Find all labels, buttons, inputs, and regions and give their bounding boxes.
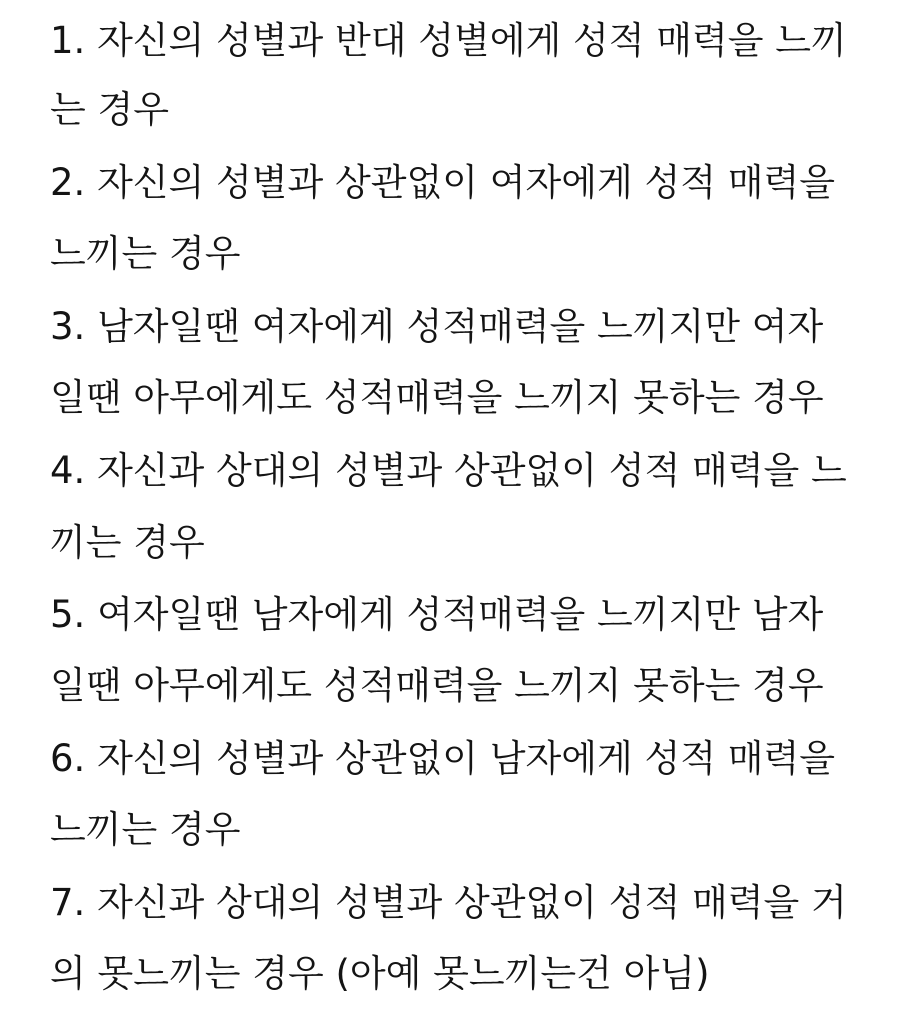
text-line: 3. 남자일땐 여자에게 성적매력을 느끼지만 여자 — [50, 305, 824, 348]
text-line: 일땐 아무에게도 성적매력을 느끼지 못하는 경우 — [50, 664, 824, 707]
text-line: 느끼는 경우 — [50, 808, 241, 851]
text-line: 2. 자신의 성별과 상관없이 여자에게 성적 매력을 — [50, 161, 835, 204]
text-line: 5. 여자일땐 남자에게 성적매력을 느끼지만 남자 — [50, 593, 824, 636]
text-line: 느끼는 경우 — [50, 232, 241, 275]
text-line: 1. 자신의 성별과 반대 성별에게 성적 매력을 느끼 — [50, 19, 847, 62]
text-line: 의 못느끼는 경우 (아예 못느끼는건 아님) — [50, 952, 710, 995]
text-line: 4. 자신과 상대의 성별과 상관없이 성적 매력을 느 — [50, 449, 847, 492]
text-line: 7. 자신과 상대의 성별과 상관없이 성적 매력을 거 — [50, 881, 847, 924]
text-line: 는 경우 — [50, 88, 169, 131]
text-line: 끼는 경우 — [50, 521, 205, 564]
text-line: 일땐 아무에게도 성적매력을 느끼지 못하는 경우 — [50, 376, 824, 419]
text-line: 6. 자신의 성별과 상관없이 남자에게 성적 매력을 — [50, 737, 835, 780]
